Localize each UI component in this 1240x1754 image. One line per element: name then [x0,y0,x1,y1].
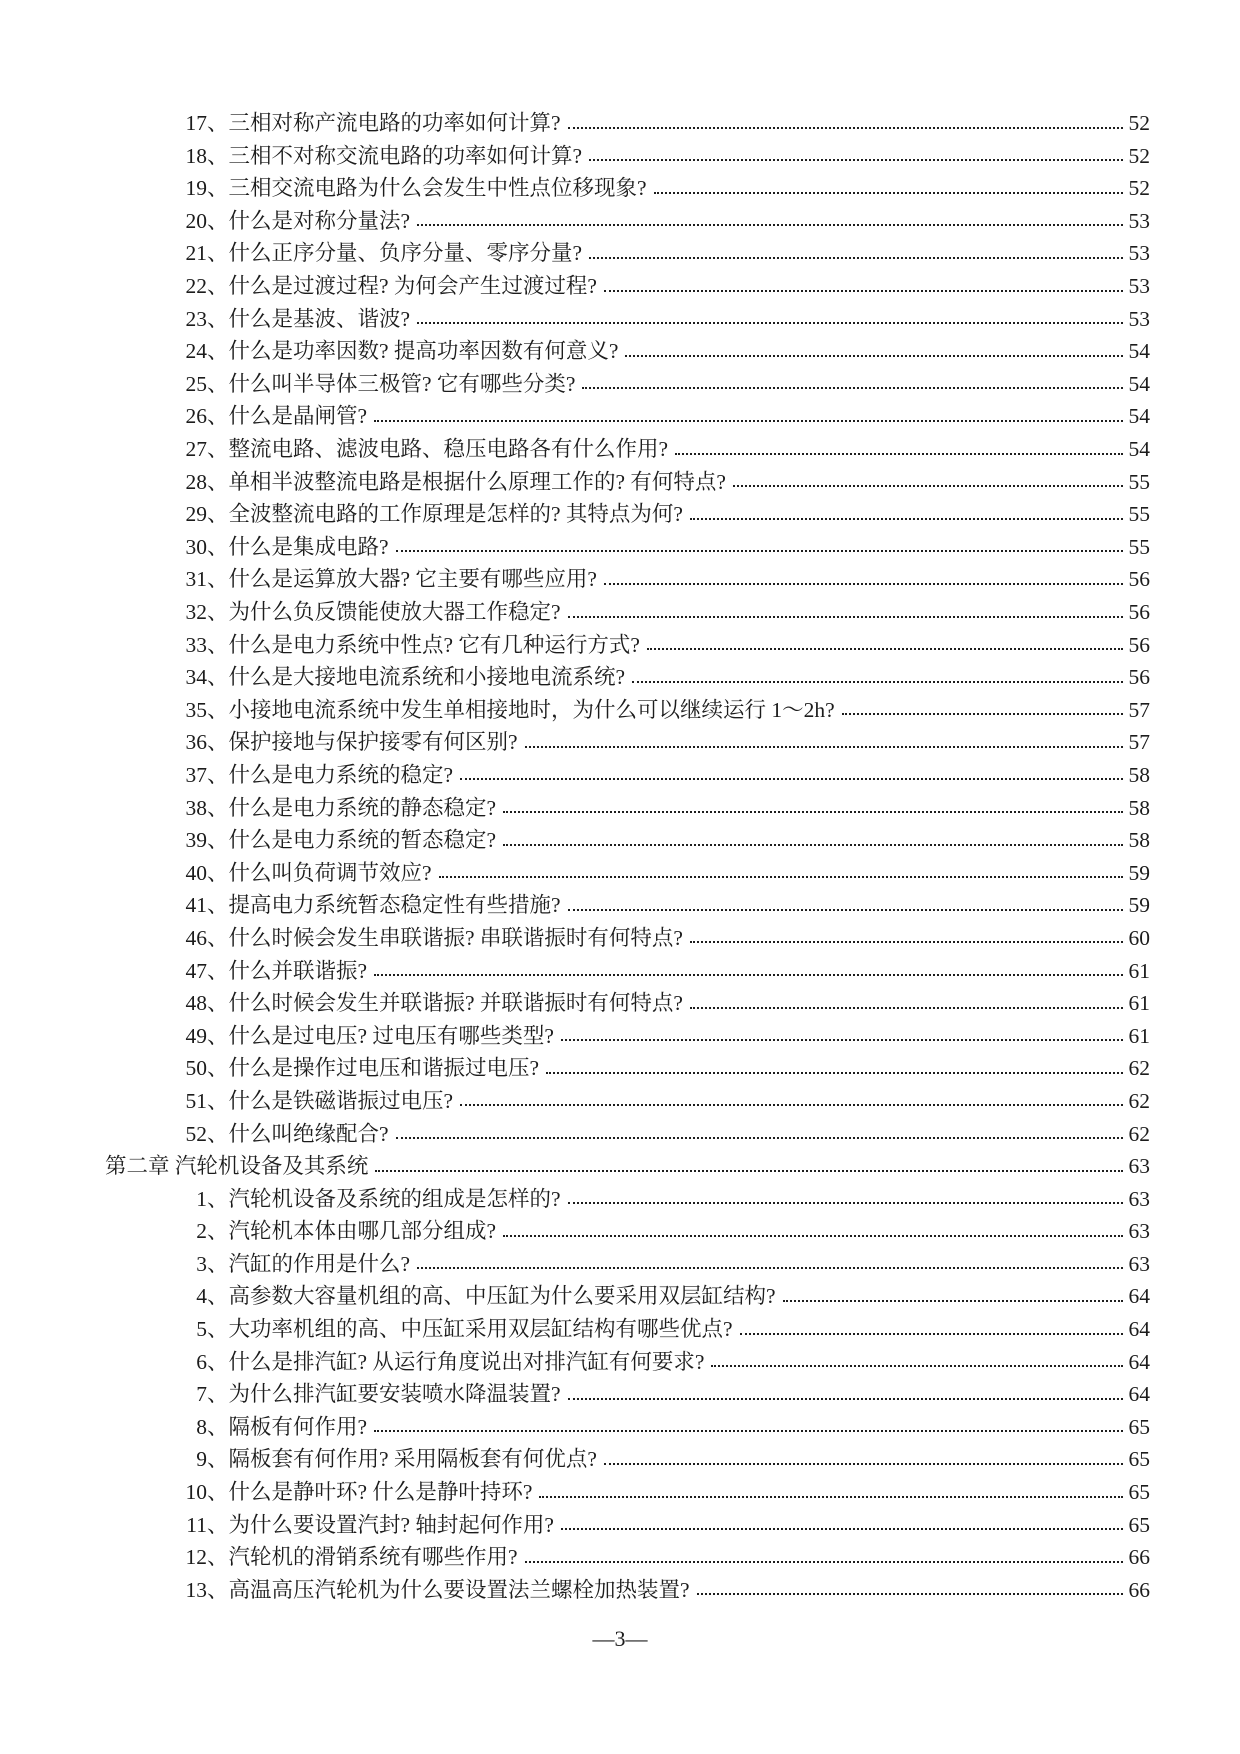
toc-entry-title: 什么正序分量、负序分量、零序分量? [228,241,583,266]
toc-item-row [0,395,1240,428]
toc-entry-page-number: 62 [1128,1088,1150,1113]
toc-entry-separator: 、 [207,339,229,364]
toc-item-row [0,786,1240,819]
toc-entry-separator: 、 [207,1056,229,1081]
toc-entry-title: 什么时候会发生并联谐振? 并联谐振时有何特点? [228,991,683,1016]
toc-entry-title: 三相不对称交流电路的功率如何计算? [228,143,583,168]
toc-item-row [0,232,1240,265]
dot-leader [460,778,1123,780]
toc-item-row [0,819,1240,852]
toc-entry-separator: 、 [207,1219,229,1244]
toc-entry-separator: 、 [207,860,229,885]
toc-entry-separator: 、 [207,534,229,559]
toc-entry-number: 5 [196,1317,207,1342]
toc-entry-page-number: 53 [1128,274,1150,299]
toc-entry-number: 34 [185,665,207,690]
toc-entry-title: 什么是过电压? 过电压有哪些类型? [228,1023,554,1048]
toc-entry-page-number: 54 [1128,339,1150,364]
toc-entry-separator: 、 [207,1382,229,1407]
toc-entry-page-number: 58 [1128,795,1150,820]
toc-item-row [0,689,1240,722]
toc-entry-number: 51 [185,1088,207,1113]
toc-entry-title: 保护接地与保护接零有何区别? [228,730,518,755]
toc-entry-separator: 、 [207,1414,229,1439]
toc-entry-number: 23 [185,306,207,331]
toc-entry-page-number: 64 [1128,1284,1150,1309]
dot-leader [417,322,1123,324]
toc-entry-page-number: 55 [1128,534,1150,559]
toc-entry-title: 什么是操作过电压和谐振过电压? [228,1056,540,1081]
dot-leader [654,192,1123,194]
toc-entry-number: 27 [185,437,207,462]
toc-item-row [0,1080,1240,1113]
toc-item-row [0,982,1240,1015]
toc-item-row [0,884,1240,917]
toc-entry-page-number: 63 [1128,1251,1150,1276]
toc-entry-number: 9 [196,1447,207,1472]
toc-entry-number: 19 [185,176,207,201]
dot-leader [525,1561,1123,1563]
toc-entry-page-number: 54 [1128,437,1150,462]
toc-entry-page-number: 57 [1128,697,1150,722]
toc-entry-separator: 、 [207,762,229,787]
dot-leader [604,290,1123,292]
toc-entry-number: 30 [185,534,207,559]
toc-entry-separator: 、 [207,1186,229,1211]
toc-entry-title: 三相对称产流电路的功率如何计算? [228,111,561,136]
toc-entry-title: 为什么要设置汽封? 轴封起何作用? [228,1512,554,1537]
dot-leader [690,941,1123,943]
toc-entry-number: 52 [185,1121,207,1146]
toc-entry-title: 小接地电流系统中发生单相接地时，为什么可以继续运行 1～2h? [228,697,835,722]
toc-item-row [0,102,1240,135]
toc-entry-number: 3 [196,1251,207,1276]
toc-entry-page-number: 59 [1128,893,1150,918]
toc-entry-separator: 、 [207,437,229,462]
toc-entry-number: 41 [185,893,207,918]
toc-entry-title: 什么是晶闸管? [228,404,368,429]
toc-item-row [0,624,1240,657]
toc-entry-separator: 、 [207,1545,229,1570]
toc-entry-title: 高参数大容量机组的高、中压缸为什么要采用双层缸结构? [228,1284,776,1309]
toc-entry-page-number: 65 [1128,1480,1150,1505]
toc-item-row [0,526,1240,559]
dot-leader [690,518,1123,520]
toc-entry-page-number: 54 [1128,371,1150,396]
toc-item-row [0,591,1240,624]
toc-entry-separator: 、 [207,502,229,527]
toc-entry-page-number: 55 [1128,469,1150,494]
toc-entry-separator: 、 [207,1447,229,1472]
toc-item-row [0,1373,1240,1406]
toc-item-row [0,1308,1240,1341]
toc-entry-number: 18 [185,143,207,168]
toc-entry-page-number: 64 [1128,1317,1150,1342]
toc-entry-page-number: 53 [1128,208,1150,233]
toc-item-row [0,1047,1240,1080]
toc-entry-separator: 、 [207,893,229,918]
toc-entry-number: 36 [185,730,207,755]
dot-leader [460,1104,1123,1106]
toc-item-row [0,754,1240,787]
toc-item-row [0,656,1240,689]
toc-item-row [0,428,1240,461]
toc-entry-title: 大功率机组的高、中压缸采用双层缸结构有哪些优点? [228,1317,733,1342]
toc-entry-number: 1 [196,1186,207,1211]
toc-entry-number: 38 [185,795,207,820]
page-number: —3— [592,1626,648,1651]
toc-entry-separator: 、 [207,241,229,266]
toc-entry-number: 24 [185,339,207,364]
toc-item-row [0,558,1240,591]
toc-item-row [0,721,1240,754]
dot-leader [396,1137,1123,1139]
toc-entry-separator: 、 [207,1577,229,1602]
toc-entry-number: 26 [185,404,207,429]
dot-leader [374,420,1123,422]
toc-entry-separator: 、 [207,991,229,1016]
toc-entry-number: 33 [185,632,207,657]
toc-entry-number: 12 [185,1545,207,1570]
toc-entry-title: 全波整流电路的工作原理是怎样的? 其特点为何? [228,502,683,527]
toc-entry-title: 汽轮机设备及系统的组成是怎样的? [228,1186,561,1211]
toc-entry-page-number: 56 [1128,632,1150,657]
toc-entry-separator: 、 [207,143,229,168]
toc-entry-number: 35 [185,697,207,722]
toc-entry-number: 8 [196,1414,207,1439]
dot-leader [546,1072,1123,1074]
dot-leader [568,909,1123,911]
toc-entry-separator: 、 [207,469,229,494]
dot-leader [589,257,1123,259]
toc-entry-page-number: 59 [1128,860,1150,885]
dot-leader [568,616,1123,618]
dot-leader [783,1300,1123,1302]
toc-item-row [0,1341,1240,1374]
toc-entry-page-number: 65 [1128,1512,1150,1537]
toc-entry-separator: 、 [207,600,229,624]
toc-entry-page-number: 66 [1128,1577,1150,1602]
toc-entry-separator: 、 [207,371,229,396]
dot-leader [417,1267,1123,1269]
toc-entry-number: 31 [185,567,207,592]
toc-entry-title: 汽轮机的滑销系统有哪些作用? [228,1545,518,1570]
toc-entry-title: 什么是大接地电流系统和小接地电流系统? [228,665,626,690]
dot-leader [374,974,1123,976]
toc-item-row [0,1569,1240,1602]
toc-entry-separator: 、 [207,1512,229,1537]
toc-entry-title: 整流电路、滤波电路、稳压电路各有什么作用? [228,437,669,462]
toc-entry-title: 为什么排汽缸要安装喷水降温装置? [228,1382,561,1407]
toc-entry-number: 32 [185,600,207,624]
toc-entry-page-number: 57 [1128,730,1150,755]
toc-entry-separator: 、 [207,925,229,950]
toc-entry-title: 隔板套有何作用? 采用隔板套有何优点? [228,1447,597,1472]
dot-leader [439,876,1123,878]
toc-item-row [0,1275,1240,1308]
toc-entry-title: 什么是电力系统的暂态稳定? [228,828,497,853]
toc-entry-separator: 、 [207,1480,229,1505]
toc-entry-title: 什么是过渡过程? 为何会产生过渡过程? [228,274,597,299]
toc-item-row [0,1406,1240,1439]
toc-entry-separator: 、 [207,795,229,820]
toc-item-row [0,330,1240,363]
dot-leader [375,1170,1123,1172]
toc-item-row [0,1112,1240,1145]
toc-entry-title: 为什么负反馈能使放大器工作稳定? [228,600,561,624]
dot-leader [503,1235,1123,1237]
toc-item-row [0,1210,1240,1243]
toc-entry-number: 7 [196,1382,207,1407]
toc-entry-title: 高温高压汽轮机为什么要设置法兰螺栓加热装置? [228,1577,690,1602]
toc-entry-number: 39 [185,828,207,853]
toc-entry-number: 46 [185,925,207,950]
toc-entry-page-number: 61 [1128,958,1150,983]
toc-entry-separator: 、 [207,632,229,657]
toc-entry-number: 47 [185,958,207,983]
toc-entry-page-number: 65 [1128,1414,1150,1439]
toc-item-row [0,852,1240,885]
dot-leader [690,1007,1123,1009]
dot-leader [568,1202,1123,1204]
toc-entry-number: 20 [185,208,207,233]
dot-leader [503,811,1123,813]
dot-leader [647,648,1123,650]
toc-entry-page-number: 58 [1128,828,1150,853]
toc-entry-separator: 、 [207,1023,229,1048]
toc-entry-title: 什么是对称分量法? [228,208,411,233]
toc-entry-separator: 、 [207,730,229,755]
toc-entry-page-number: 52 [1128,111,1150,136]
dot-leader [604,1463,1123,1465]
toc-entry-separator: 、 [207,1349,229,1374]
toc-entry-number: 21 [185,241,207,266]
dot-leader [842,713,1123,715]
toc-entry-page-number: 55 [1128,502,1150,527]
toc-entry-page-number: 64 [1128,1349,1150,1374]
toc-entry-title: 隔板有何作用? [228,1414,368,1439]
toc-entry-title: 什么是基波、谐波? [228,306,411,331]
dot-leader [568,1398,1123,1400]
toc-entry-page-number: 54 [1128,404,1150,429]
toc-entry-number: 2 [196,1219,207,1244]
toc-item-row [0,1178,1240,1211]
toc-item-row [0,200,1240,233]
dot-leader [740,1333,1123,1335]
toc-entry-separator: 、 [207,697,229,722]
toc-entry-page-number: 52 [1128,176,1150,201]
toc-entry-title: 三相交流电路为什么会发生中性点位移现象? [228,176,647,201]
toc-entry-number: 40 [185,860,207,885]
toc-item-row [0,135,1240,168]
dot-leader [374,1430,1123,1432]
toc-entry-title: 什么是静叶环? 什么是静叶持环? [228,1480,533,1505]
toc-entry-separator: 、 [207,208,229,233]
dot-leader [632,681,1123,683]
toc-entry-separator: 、 [207,111,229,136]
toc-entry-page-number: 52 [1128,143,1150,168]
toc-entry-number: 48 [185,991,207,1016]
toc-item-row [0,461,1240,494]
toc-entry-page-number: 63 [1128,1186,1150,1211]
dot-leader [582,387,1123,389]
toc-entry-separator: 、 [207,1284,229,1309]
toc-entry-page-number: 61 [1128,1023,1150,1048]
toc-entry-title: 什么叫半导体三极管? 它有哪些分类? [228,371,576,396]
toc-item-row [0,493,1240,526]
toc-entry-page-number: 62 [1128,1121,1150,1146]
toc-entry-page-number: 56 [1128,567,1150,592]
toc-entry-title: 什么时候会发生串联谐振? 串联谐振时有何特点? [228,925,683,950]
toc-chapter-row [0,1145,1240,1178]
dot-leader [539,1496,1123,1498]
toc-entry-number: 29 [185,502,207,527]
toc-entry-page-number: 65 [1128,1447,1150,1472]
toc-entry-separator: 、 [207,1088,229,1113]
toc-item-row [0,1536,1240,1569]
toc-item-row [0,949,1240,982]
toc-entry-number: 25 [185,371,207,396]
toc-entry-separator: 、 [207,176,229,201]
toc-entry-page-number: 58 [1128,762,1150,787]
dot-leader [561,1039,1123,1041]
toc-entry-page-number: 60 [1128,925,1150,950]
dot-leader [561,1528,1123,1530]
dot-leader [417,224,1123,226]
toc-entry-number: 4 [196,1284,207,1309]
toc-entry-title: 什么是电力系统中性点? 它有几种运行方式? [228,632,640,657]
page-footer [0,1626,1240,1652]
toc-entry-title: 什么是集成电路? [228,534,389,559]
toc-entry-number: 17 [185,111,207,136]
toc-item-row [0,298,1240,331]
toc-entry-separator: 、 [207,567,229,592]
toc-entry-separator: 、 [207,404,229,429]
toc-entry-page-number: 53 [1128,306,1150,331]
toc-entry-separator: 、 [207,274,229,299]
toc-entry-title: 什么叫绝缘配合? [228,1121,389,1146]
toc-entry-separator: 、 [207,1317,229,1342]
toc-entry-page-number: 56 [1128,600,1150,624]
toc-entry-page-number: 63 [1128,1219,1150,1244]
toc-entry-number: 49 [185,1023,207,1048]
toc-entry-title: 什么是电力系统的静态稳定? [228,795,497,820]
toc-entry-title: 什么是运算放大器? 它主要有哪些应用? [228,567,597,592]
toc-entry-page-number: 61 [1128,991,1150,1016]
toc-entry-page-number: 53 [1128,241,1150,266]
toc-entry-title: 提高电力系统暂态稳定性有些措施? [228,893,561,918]
toc-entry-number: 13 [185,1577,207,1602]
toc-chapter-label: 第二章 [105,1154,170,1179]
toc-entry-page-number: 56 [1128,665,1150,690]
toc-entry-title: 单相半波整流电路是根据什么原理工作的? 有何特点? [228,469,726,494]
toc-entry-title: 什么是铁磁谐振过电压? [228,1088,454,1113]
dot-leader [396,550,1123,552]
dot-leader [589,159,1123,161]
toc-item-row [0,1243,1240,1276]
toc-entry-page-number: 66 [1128,1545,1150,1570]
toc-entry-page-number: 63 [1128,1154,1150,1179]
toc-entry-page-number: 64 [1128,1382,1150,1407]
toc-entry-title: 汽缸的作用是什么? [228,1251,411,1276]
dot-leader [604,583,1123,585]
toc-entry-number: 10 [185,1480,207,1505]
toc-entry-title: 汽轮机本体由哪几部分组成? [228,1219,497,1244]
toc-item-row [0,1471,1240,1504]
toc-item-row [0,167,1240,200]
toc-entry-number: 50 [185,1056,207,1081]
toc-item-row [0,363,1240,396]
dot-leader [697,1593,1123,1595]
toc-entry-separator: 、 [207,306,229,331]
toc-item-row [0,265,1240,298]
toc-entry-separator: 、 [207,828,229,853]
toc-entry-title: 什么是功率因数? 提高功率因数有何意义? [228,339,619,364]
toc-item-row [0,1504,1240,1537]
dot-leader [625,355,1123,357]
toc-entry-number: 22 [185,274,207,299]
dot-leader [733,485,1123,487]
toc-item-row [0,917,1240,950]
toc-entry-title: 什么叫负荷调节效应? [228,860,432,885]
dot-leader [711,1365,1123,1367]
toc-item-row [0,1438,1240,1471]
toc-entry-page-number: 62 [1128,1056,1150,1081]
toc-entry-number: 6 [196,1349,207,1374]
dot-leader [675,453,1123,455]
toc-entry-title: 什么是电力系统的稳定? [228,762,454,787]
toc-entry-separator: 、 [207,1121,229,1146]
toc-entry-separator: 、 [207,1251,229,1276]
toc-item-row [0,1015,1240,1048]
toc-entry-title: 什么并联谐振? [228,958,368,983]
toc-entry-title: 汽轮机设备及其系统 [174,1154,369,1179]
toc-entry-title: 什么是排汽缸? 从运行角度说出对排汽缸有何要求? [228,1349,705,1374]
toc-entry-separator: 、 [207,958,229,983]
toc-entry-number: 28 [185,469,207,494]
toc-entry-number: 11 [186,1512,207,1537]
dot-leader [525,746,1123,748]
toc-entry-separator: 、 [207,665,229,690]
toc-entry-number: 37 [185,762,207,787]
dot-leader [568,127,1123,129]
dot-leader [503,844,1123,846]
